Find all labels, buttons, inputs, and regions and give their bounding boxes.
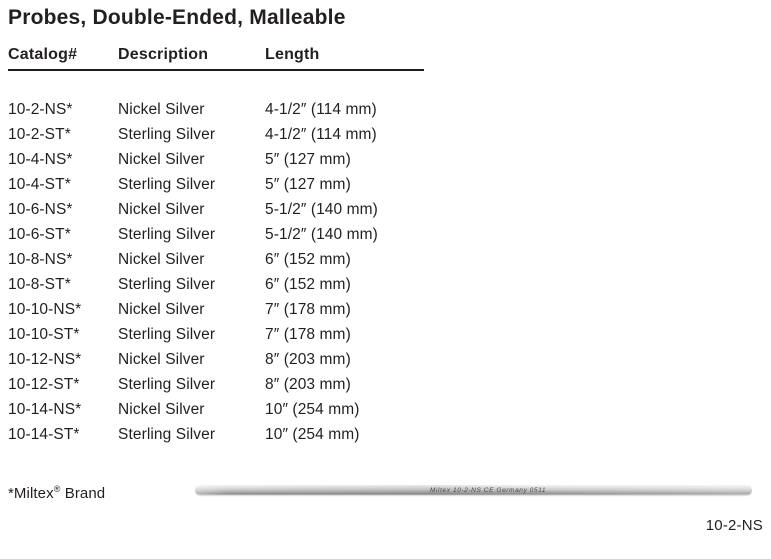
table-row bbox=[8, 172, 428, 197]
length-cell: 4-1/2″ (114 mm) bbox=[265, 101, 377, 118]
catalog-number-cell: 10-12-ST* bbox=[8, 376, 80, 393]
table-row bbox=[8, 397, 428, 422]
page-title: Probes, Double-Ended, Malleable bbox=[8, 6, 346, 29]
table-row bbox=[8, 97, 428, 122]
length-cell: 5″ (127 mm) bbox=[265, 151, 351, 168]
table-row bbox=[8, 422, 428, 447]
footnote bbox=[8, 484, 105, 502]
length-cell: 4-1/2″ (114 mm) bbox=[265, 126, 377, 143]
length-cell: 10″ (254 mm) bbox=[265, 426, 360, 443]
description-cell: Nickel Silver bbox=[118, 301, 205, 318]
description-cell: Nickel Silver bbox=[118, 101, 205, 118]
probe-caption: 10-2-NS bbox=[705, 517, 763, 534]
description-cell: Sterling Silver bbox=[118, 426, 216, 443]
footnote-rest: Brand bbox=[60, 485, 106, 502]
probe-engraving-text: Miltex 10-2-NS CE Germany 0511 bbox=[430, 486, 547, 494]
registered-trademark-symbol: ® bbox=[53, 484, 61, 494]
table-header-row bbox=[8, 46, 428, 64]
catalog-number-cell: 10-8-NS* bbox=[8, 251, 73, 268]
catalog-number-cell: 10-4-NS* bbox=[8, 151, 73, 168]
length-cell: 5-1/2″ (140 mm) bbox=[265, 226, 378, 243]
length-cell: 6″ (152 mm) bbox=[265, 251, 351, 268]
table-row bbox=[8, 372, 428, 397]
table-row bbox=[8, 222, 428, 247]
description-cell: Sterling Silver bbox=[118, 176, 216, 193]
probe-product-photo bbox=[195, 485, 752, 495]
catalog-number-cell: 10-14-NS* bbox=[8, 401, 82, 418]
header-catalog: Catalog# bbox=[8, 46, 78, 63]
product-table bbox=[8, 46, 428, 447]
table-row bbox=[8, 197, 428, 222]
catalog-number-cell: 10-4-ST* bbox=[8, 176, 71, 193]
catalog-number-cell: 10-2-NS* bbox=[8, 101, 73, 118]
catalog-number-cell: 10-10-ST* bbox=[8, 326, 80, 343]
description-cell: Nickel Silver bbox=[118, 351, 205, 368]
table-row bbox=[8, 347, 428, 372]
description-cell: Sterling Silver bbox=[118, 226, 216, 243]
length-cell: 5″ (127 mm) bbox=[265, 176, 351, 193]
description-cell: Nickel Silver bbox=[118, 151, 205, 168]
catalog-number-cell: 10-8-ST* bbox=[8, 276, 71, 293]
length-cell: 7″ (178 mm) bbox=[265, 301, 351, 318]
length-cell: 5-1/2″ (140 mm) bbox=[265, 201, 378, 218]
catalog-number-cell: 10-6-NS* bbox=[8, 201, 73, 218]
table-row bbox=[8, 322, 428, 347]
catalog-number-cell: 10-2-ST* bbox=[8, 126, 71, 143]
table-row bbox=[8, 122, 428, 147]
header-divider bbox=[8, 69, 424, 71]
header-description: Description bbox=[118, 46, 209, 63]
description-cell: Sterling Silver bbox=[118, 326, 216, 343]
table-row bbox=[8, 147, 428, 172]
length-cell: 10″ (254 mm) bbox=[265, 401, 360, 418]
length-cell: 6″ (152 mm) bbox=[265, 276, 351, 293]
table-row bbox=[8, 272, 428, 297]
header-length: Length bbox=[265, 46, 320, 63]
table-body bbox=[8, 97, 428, 447]
description-cell: Nickel Silver bbox=[118, 201, 205, 218]
description-cell: Nickel Silver bbox=[118, 401, 205, 418]
description-cell: Sterling Silver bbox=[118, 376, 216, 393]
description-cell: Sterling Silver bbox=[118, 276, 216, 293]
length-cell: 7″ (178 mm) bbox=[265, 326, 351, 343]
catalog-number-cell: 10-10-NS* bbox=[8, 301, 82, 318]
table-row bbox=[8, 247, 428, 272]
length-cell: 8″ (203 mm) bbox=[265, 376, 351, 393]
table-row bbox=[8, 297, 428, 322]
catalog-number-cell: 10-14-ST* bbox=[8, 426, 80, 443]
catalog-number-cell: 10-12-NS* bbox=[8, 351, 82, 368]
length-cell: 8″ (203 mm) bbox=[265, 351, 351, 368]
footnote-brand: *Miltex bbox=[8, 485, 54, 502]
description-cell: Sterling Silver bbox=[118, 126, 216, 143]
description-cell: Nickel Silver bbox=[118, 251, 205, 268]
catalog-number-cell: 10-6-ST* bbox=[8, 226, 71, 243]
